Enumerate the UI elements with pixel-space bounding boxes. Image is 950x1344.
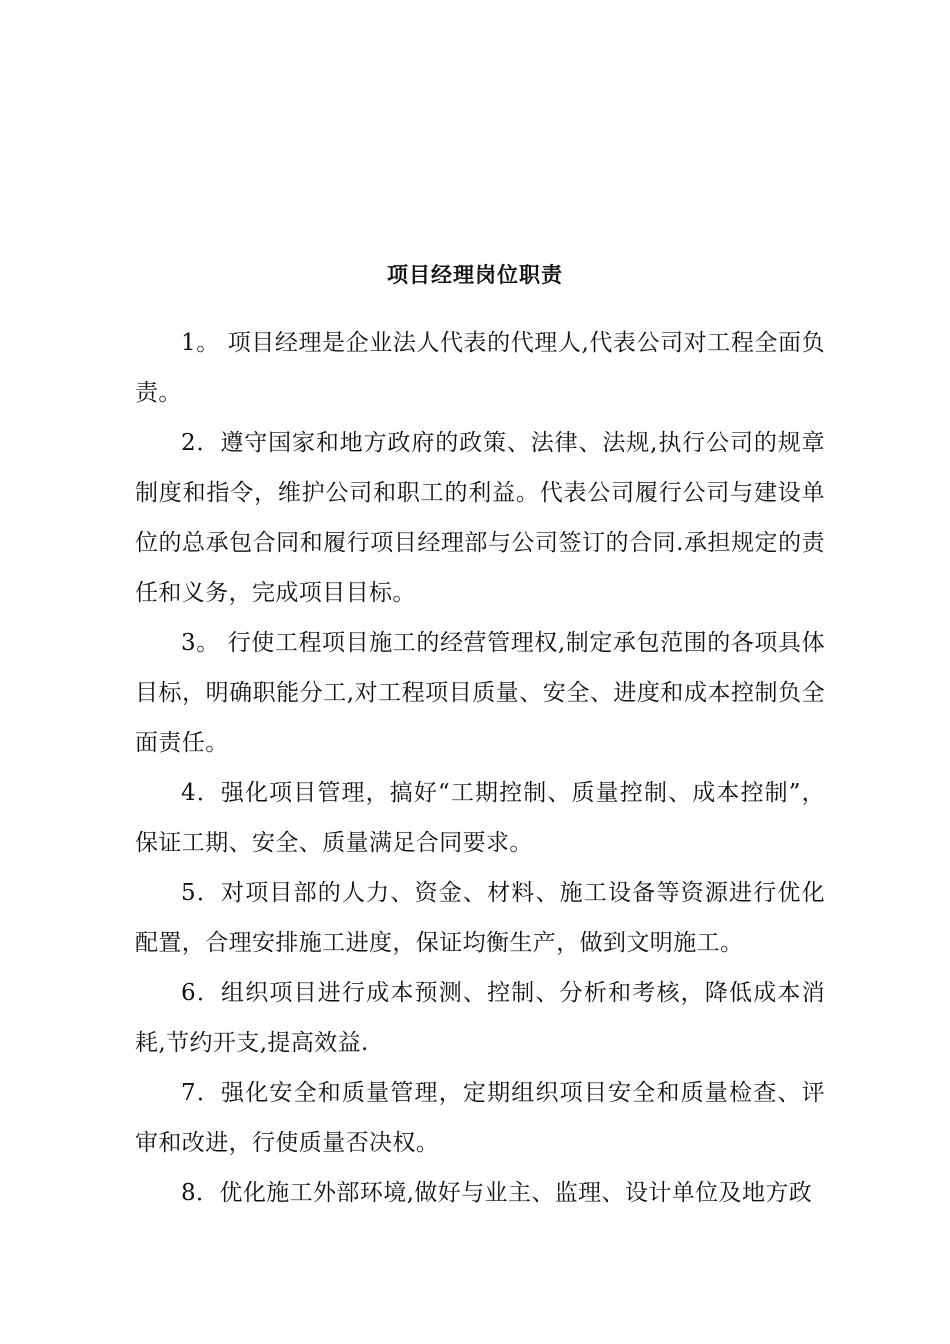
duty-item-7: 7．强化安全和质量管理，定期组织项目安全和质量检查、评审和改进，行使质量否决权。 <box>135 1080 825 1156</box>
duty-item-1: 1。 项目经理是企业法人代表的代理人,代表公司对工程全面负责。 <box>135 330 825 406</box>
duty-item-3: 3。 行使工程项目施工的经营管理权,制定承包范围的各项具体目标，明确职能分工,对工程项目质量、安全、进度和成本控制负全面责任。 <box>135 630 825 756</box>
duty-item-6: 6．组织项目进行成本预测、控制、分析和考核，降低成本消耗,节约开支,提高效益. <box>135 980 825 1056</box>
duty-item-8: 8．优化施工外部环境,做好与业主、监理、设计单位及地方政 <box>181 1180 813 1206</box>
duty-item-4: 4．强化项目管理，搞好“工期控制、质量控制、成本控制”，保证工期、安全、质量满足合同要求。 <box>135 780 825 856</box>
duty-item-2: 2．遵守国家和地方政府的政策、法律、法规,执行公司的规章制度和指令，维护公司和职工的利益。代表公司履行公司与建设单位的总承包合同和履行项目经理部与公司签订的合同.承担规定的责任和义务，完成项目目标。 <box>135 430 825 606</box>
duty-item-5: 5．对项目部的人力、资金、材料、施工设备等资源进行优化配置，合理安排施工进度，保证均衡生产，做到文明施工。 <box>135 880 825 956</box>
document-title: 项目经理岗位职责 <box>387 262 563 287</box>
document-body <box>135 318 825 1218</box>
